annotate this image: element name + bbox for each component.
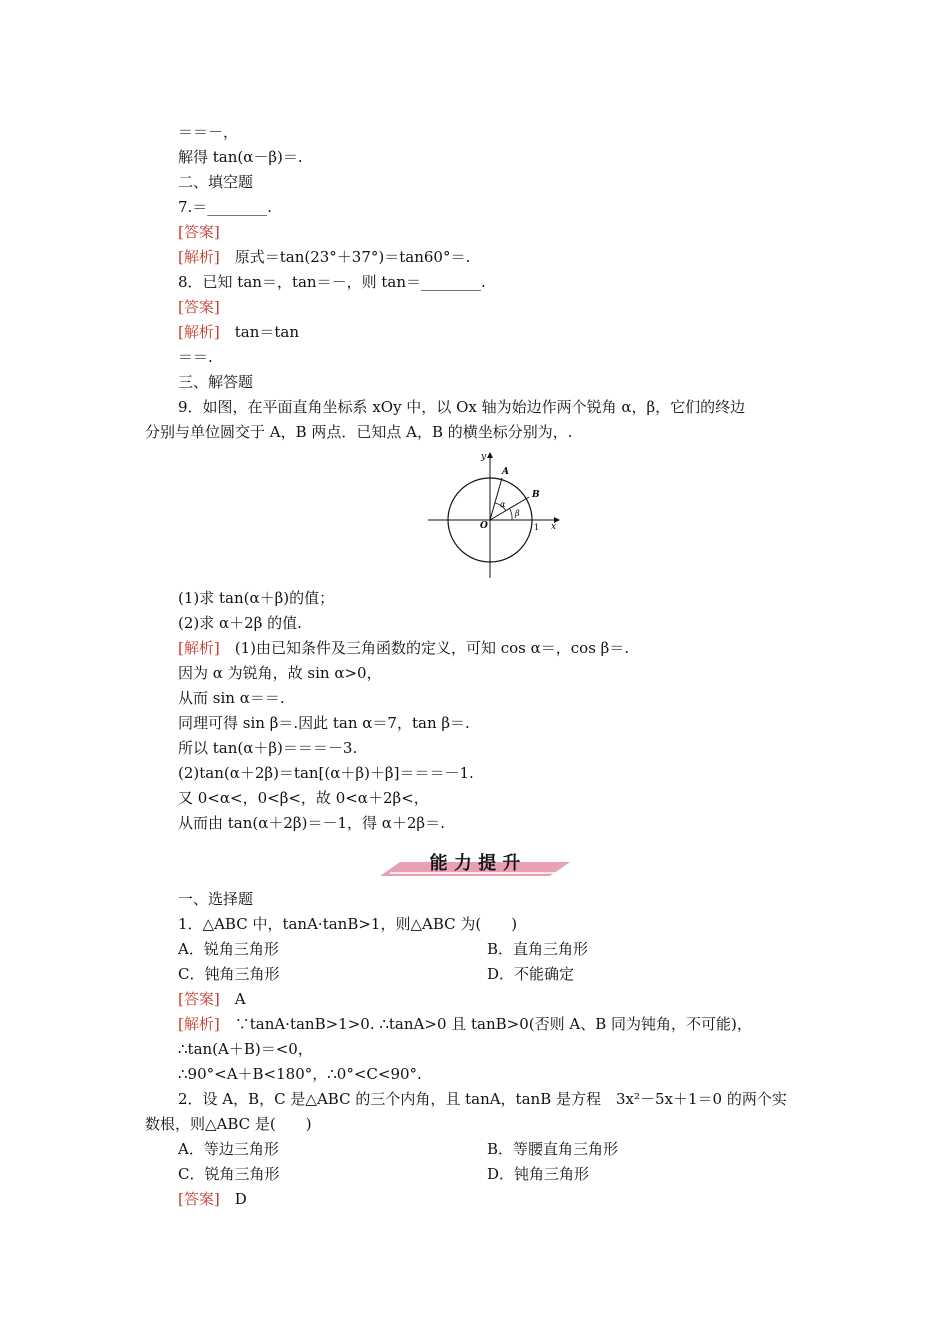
explanation-text: (1)由已知条件及三角函数的定义，可知 cos α＝，cos β＝. (219, 639, 630, 657)
alpha-label: α (500, 500, 506, 509)
explanation-text: 原式＝tan(23°＋37°)＝tan60°＝. (219, 248, 471, 266)
explanation-text: tan＝tan (219, 323, 299, 341)
question-1: 1．△ABC 中，tanA·tanB>1，则△ABC 为( ) (178, 915, 518, 933)
question-2-cont: 数根，则△ABC 是( ) (145, 1115, 312, 1133)
question-9-cont: 分别与单位圆交于 A，B 两点．已知点 A，B 的横坐标分别为，. (145, 423, 573, 441)
text-line: ＝＝－， (178, 123, 239, 141)
option-a: A．锐角三角形 (178, 940, 279, 958)
option-c: C．钝角三角形 (178, 965, 280, 983)
beta-label: β (515, 509, 520, 518)
explanation-line (178, 638, 629, 658)
y-axis-label: y (481, 452, 487, 462)
section-heading: 一、选择题 (178, 890, 254, 908)
text-line: ∴90°<A＋B<180°，∴0°<C<90°. (178, 1065, 422, 1083)
explanation-line (178, 322, 299, 342)
text-line: 从而由 tan(α＋2β)＝－1，得 α＋2β＝. (178, 814, 445, 832)
option-d: D．不能确定 (487, 965, 575, 983)
origin-label: O (480, 521, 488, 531)
unit-label: 1 (534, 523, 540, 532)
x-axis-label: x (551, 522, 557, 532)
text-line: 从而 sin α＝＝. (178, 689, 285, 707)
text-line: 因为 α 为锐角，故 sin α>0， (178, 664, 382, 682)
text-line: 又 0<α<，0<β<，故 0<α＋2β<， (178, 789, 429, 807)
question-2: 2．设 A，B，C 是△ABC 的三个内角，且 tanA，tanB 是方程 3x²－5x＋1＝0 的两个实 (178, 1090, 787, 1108)
explanation-tag: [解析] (178, 248, 220, 266)
y-axis-arrow (487, 452, 493, 458)
section-heading: 二、填空题 (178, 173, 254, 191)
option-d: D．钝角三角形 (487, 1165, 590, 1183)
explanation-line (178, 247, 470, 267)
text-line: ＝＝. (178, 348, 213, 366)
answer-tag: [答案] (178, 223, 220, 241)
answer-tag: [答案] (178, 298, 220, 316)
text-line: ∴tan(A＋B)＝<0， (178, 1040, 313, 1058)
section-banner (380, 848, 570, 878)
question-7: 7.＝________. (178, 198, 273, 216)
banner-title: 能 力 提 升 (429, 853, 521, 874)
option-b: B．直角三角形 (487, 940, 589, 958)
text-line: 同理可得 sin β＝.因此 tan α＝7，tan β＝. (178, 714, 470, 732)
text-line: (2)tan(α＋2β)＝tan[(α＋β)＋β]＝＝＝－1. (178, 764, 474, 782)
explanation-tag: [解析] (178, 323, 220, 341)
explanation-text: ∵tanA·tanB>1>0. ∴tanA>0 且 tanB>0(否则 A、B 同为钝角，不可能)， (219, 1015, 752, 1033)
question-8: 8．已知 tan＝，tan＝－，则 tan＝________. (178, 273, 486, 291)
answer-text: A (219, 990, 246, 1008)
explanation-line (178, 1014, 752, 1034)
option-a: A．等边三角形 (178, 1140, 279, 1158)
unit-circle-figure (428, 450, 568, 580)
option-c: C．锐角三角形 (178, 1165, 280, 1183)
answer-line (178, 1189, 247, 1209)
answer-text: D (219, 1190, 247, 1208)
point-b-label: B (532, 490, 540, 500)
text-line: 解得 tan(α－β)＝. (178, 148, 303, 166)
answer-tag: [答案] (178, 990, 220, 1008)
section-heading: 三、解答题 (178, 373, 254, 391)
point-a-label: A (502, 467, 509, 477)
explanation-tag: [解析] (178, 1015, 220, 1033)
answer-tag: [答案] (178, 1190, 220, 1208)
option-b: B．等腰直角三角形 (487, 1140, 619, 1158)
sub-question-2: (2)求 α＋2β 的值. (178, 614, 302, 632)
answer-line (178, 989, 246, 1009)
beta-arc (510, 509, 512, 520)
sub-question-1: (1)求 tan(α＋β)的值； (178, 589, 335, 607)
explanation-tag: [解析] (178, 639, 220, 657)
text-line: 所以 tan(α＋β)＝＝＝－3. (178, 739, 358, 757)
question-9: 9．如图，在平面直角坐标系 xOy 中，以 Ox 轴为始边作两个锐角 α，β，它们的终边 (178, 398, 746, 416)
